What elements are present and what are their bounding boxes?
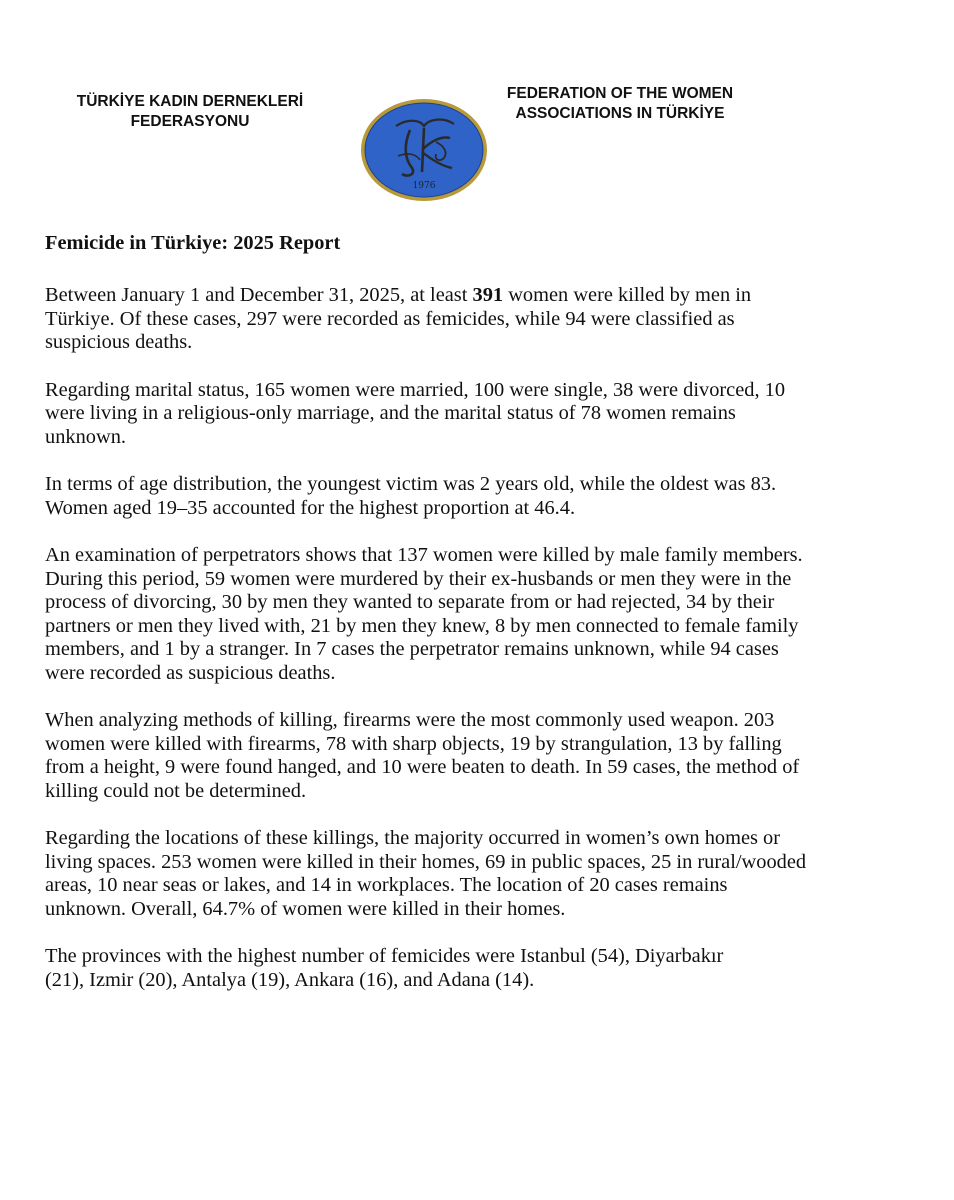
text-line: partners or men they lived with, 21 by men they knew, 8 by men connected to female family [45,614,799,637]
paragraph-summary-line2: Türkiye. Of these cases, 297 were recorded as femicides, while 94 were classified as [45,307,735,330]
paragraph-methods [45,709,925,803]
org-name-english-line1: FEDERATION OF THE WOMEN [506,85,734,102]
report-body [45,230,925,1016]
text-line: Women aged 19–35 accounted for the highest proportion at 46.4. [45,496,576,519]
paragraph-marital-status [45,379,925,450]
org-name-english [470,84,770,124]
text-line: from a height, 9 were found hanged, and 10 were beaten to death. In 59 cases, the method of [45,756,800,778]
paragraph-provinces [45,945,925,992]
text-line: (21), Izmir (20), Antalya (19), Ankara (16), and Adana (14). [45,968,535,991]
paragraph-age-distribution [45,473,925,520]
text-line: areas, 10 near seas or lakes, and 14 in workplaces. The location of 20 cases remains [45,874,728,896]
paragraph-locations [45,827,925,921]
text-line: process of divorcing, 30 by men they wanted to separate from or had rejected, 34 by their [45,591,775,613]
text-line: An examination of perpetrators shows that 137 women were killed by male family members. [45,544,803,566]
text-line: unknown. [45,425,126,448]
text-line: Regarding marital status, 165 women were married, 100 were single, 38 were divorced, 10 [45,378,786,401]
text-line: In terms of age distribution, the youngest victim was 2 years old, while the oldest was 83. [45,473,777,495]
text-line: members, and 1 by a stranger. In 7 cases the perpetrator remains unknown, while 94 cases [45,638,779,660]
org-name-turkish [40,92,340,132]
text-line: When analyzing methods of killing, firearms were the most commonly used weapon. 203 [45,709,775,731]
text-line: were recorded as suspicious deaths. [45,661,336,684]
total-count: 391 [472,284,504,306]
text-line: living spaces. 253 women were killed in their homes, 69 in public spaces, 25 in rural/wooded [45,850,807,873]
org-name-turkish-line1: TÜRKİYE KADIN DERNEKLERİ [76,93,304,110]
text-line: women were killed with firearms, 78 with sharp objects, 19 by strangulation, 13 by falling [45,732,782,755]
text-line: During this period, 59 women were murdered by their ex-husbands or men they were in the [45,567,792,590]
report-title: Femicide in Türkiye: 2025 Report [45,232,341,254]
text-line: were living in a religious-only marriage, and the marital status of 78 women remains [45,402,736,424]
summary-text-b: women were killed by men in [503,284,752,306]
org-name-turkish-line2: FEDERASYONU [130,113,250,130]
logo-year: 1976 [412,181,436,191]
paragraph-summary-line1 [45,284,925,308]
text-line: The provinces with the highest number of femicides were Istanbul (54), Diyarbakır [45,945,724,967]
summary-text-a: Between January 1 and December 31, 2025, at least [45,284,473,306]
paragraph-summary [45,284,925,355]
paragraph-summary-line3: suspicious deaths. [45,331,193,353]
paragraph-perpetrators [45,544,925,685]
org-name-english-line2: ASSOCIATIONS IN TÜRKİYE [515,105,725,122]
text-line: Regarding the locations of these killings, the majority occurred in women’s own homes or [45,827,781,849]
text-line: unknown. Overall, 64.7% of women were killed in their homes. [45,897,566,920]
text-line: killing could not be determined. [45,779,307,802]
